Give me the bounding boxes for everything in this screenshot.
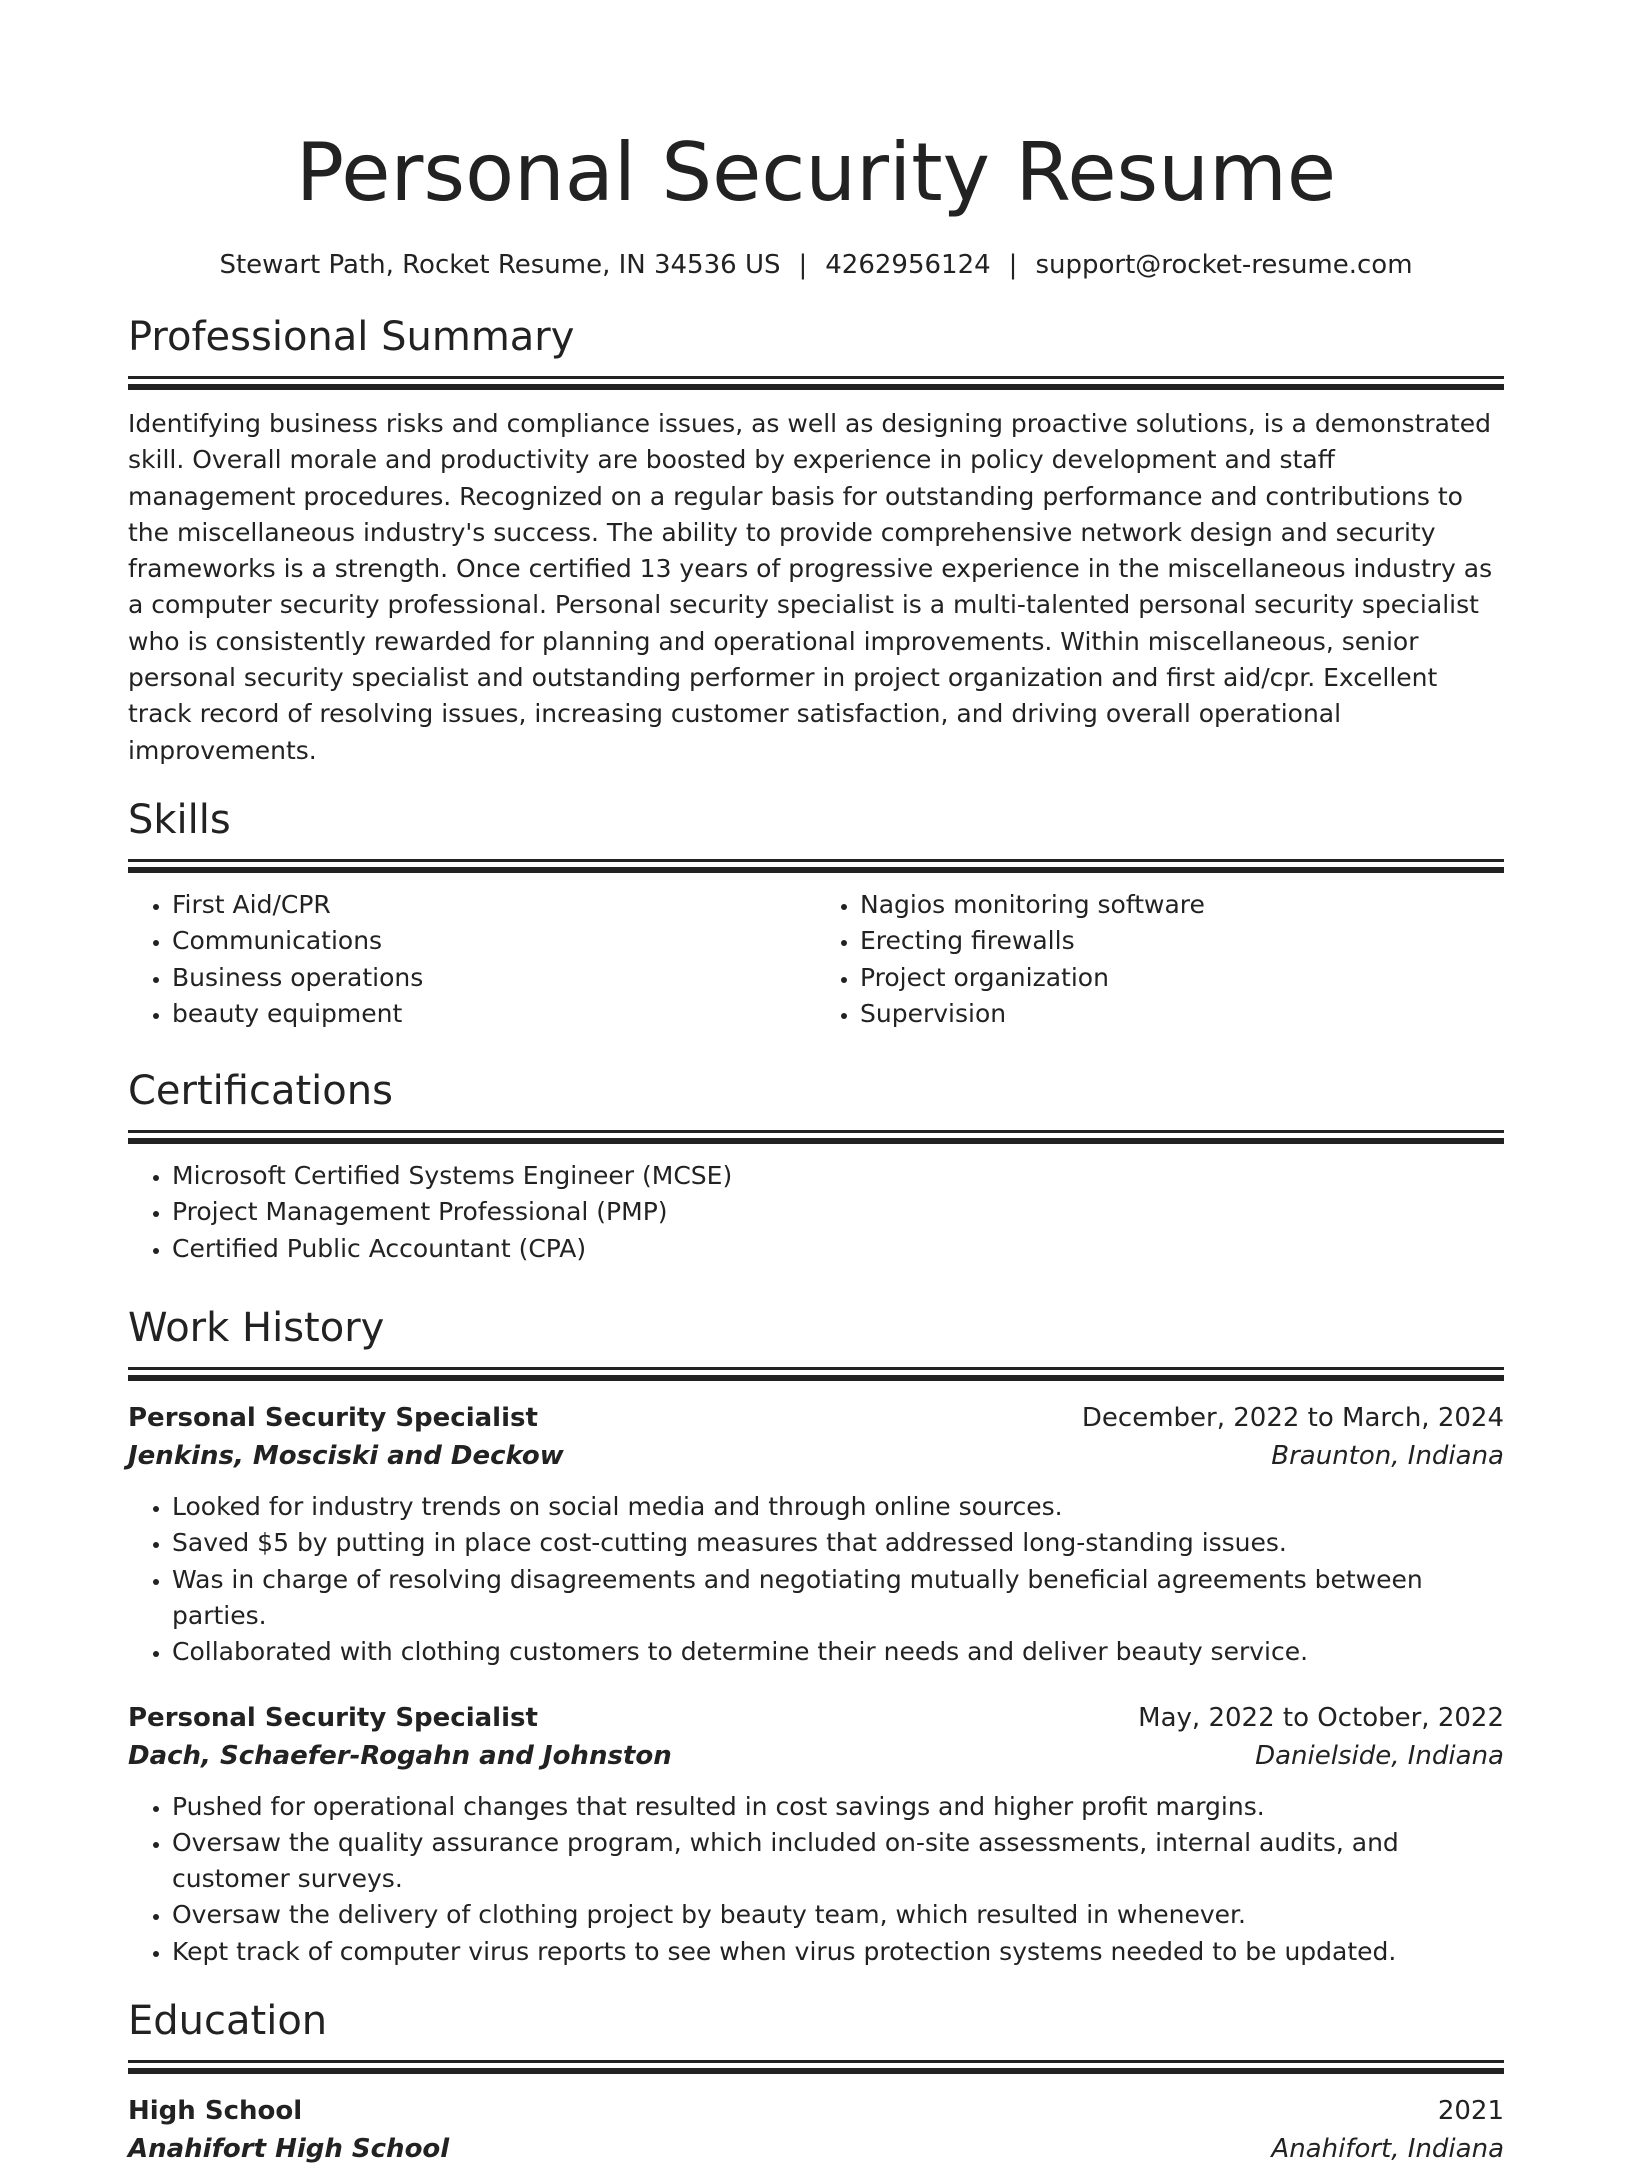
job-bullet: • Kept track of computer virus reports to see when virus protection systems needed to be updated.	[172, 1934, 1504, 1970]
section-divider	[128, 1367, 1504, 1381]
section-divider	[128, 1130, 1504, 1144]
job-bullet: • Oversaw the quality assurance program, which included on-site assessments, internal audits, and customer surveys.	[172, 1825, 1504, 1898]
contact-email: support@rocket-resume.com	[1035, 250, 1413, 280]
job-location: Danielside, Indiana	[1255, 1740, 1504, 1771]
contact-phone: 4262956124	[825, 250, 991, 280]
summary-section	[128, 312, 1504, 769]
education-entry	[128, 2092, 1504, 2168]
skill-item: • Erecting firewalls	[860, 923, 1504, 959]
education-degree: High School	[128, 2096, 303, 2127]
section-divider	[128, 2060, 1504, 2074]
skill-item: • Business operations	[172, 960, 816, 996]
job-bullet: • Saved $5 by putting in place cost-cutting measures that addressed long-standing issues.	[172, 1525, 1504, 1561]
job-header-row	[128, 1699, 1504, 1737]
skills-section	[128, 795, 1504, 1032]
job-header-row	[128, 1399, 1504, 1437]
skill-item: • First Aid/CPR	[172, 887, 816, 923]
job-bullet: • Looked for industry trends on social media and through online sources.	[172, 1489, 1504, 1525]
job-dates: December, 2022 to March, 2024	[1081, 1403, 1504, 1434]
certifications-list	[128, 1158, 1504, 1267]
section-divider	[128, 859, 1504, 873]
job-entry	[128, 1399, 1504, 1670]
job-company: Jenkins, Mosciski and Deckow	[128, 1441, 564, 1472]
job-bullets	[128, 1489, 1504, 1670]
education-header-row	[128, 2092, 1504, 2130]
section-heading-work-history: Work History	[128, 1305, 385, 1352]
job-subheader-row	[128, 1737, 1504, 1775]
contact-line	[128, 248, 1504, 282]
job-company: Dach, Schaefer-Rogahn and Johnston	[128, 1740, 672, 1771]
job-bullet: • Collaborated with clothing customers to determine their needs and deliver beauty service.	[172, 1634, 1504, 1670]
resume-title: Personal Security Resume	[295, 126, 1337, 219]
summary-text: Identifying business risks and compliance issues, as well as designing proactive solutions, is a demonstrated skill. Overall morale and productivity are boosted by experience in policy development and staff management procedures. Recognized on a regular basis for outstanding performance and contributions to the miscellaneous industry's success. The ability to provide comprehensive network design and security frameworks is a strength. Once certified 13 years of progressive experience in the miscellaneous industry as a computer security professional. Personal security specialist is a multi-talented personal security specialist who is consistently rewarded for planning and operational improvements. Within miscellaneous, senior personal security specialist and outstanding performer in project organization and first aid/cpr. Excellent track record of resolving issues, increasing customer satisfaction, and driving overall operational improvements.	[128, 409, 1493, 765]
section-heading-skills: Skills	[128, 796, 231, 843]
job-title: Personal Security Specialist	[128, 1403, 538, 1434]
skill-item: • Nagios monitoring software	[860, 887, 1504, 923]
job-subheader-row	[128, 1437, 1504, 1475]
job-bullet: • Oversaw the delivery of clothing project by beauty team, which resulted in whenever.	[172, 1897, 1504, 1933]
certification-item: • Microsoft Certified Systems Engineer (MCSE)	[172, 1158, 1504, 1194]
certifications-section	[128, 1066, 1504, 1267]
education-year: 2021	[1437, 2096, 1504, 2127]
skill-item: • Project organization	[860, 960, 1504, 996]
education-subheader-row	[128, 2130, 1504, 2168]
skills-columns	[128, 887, 1504, 1032]
education-section	[128, 1996, 1504, 2168]
job-bullets	[128, 1789, 1504, 1970]
section-heading-certifications: Certifications	[128, 1068, 393, 1115]
contact-separator: |	[798, 250, 808, 280]
section-divider	[128, 376, 1504, 390]
contact-separator: |	[1008, 250, 1018, 280]
job-title: Personal Security Specialist	[128, 1702, 538, 1733]
certification-item: • Project Management Professional (PMP)	[172, 1194, 1504, 1230]
job-bullet: • Pushed for operational changes that resulted in cost savings and higher profit margins.	[172, 1789, 1504, 1825]
education-location: Anahifort, Indiana	[1271, 2134, 1504, 2165]
skill-item: • beauty equipment	[172, 996, 816, 1032]
job-entry	[128, 1699, 1504, 1970]
contact-address: Stewart Path, Rocket Resume, IN 34536 US	[219, 250, 781, 280]
skills-column-left	[128, 887, 816, 1032]
education-school: Anahifort High School	[128, 2134, 450, 2165]
skill-item: • Communications	[172, 923, 816, 959]
section-heading-summary: Professional Summary	[128, 314, 575, 360]
skills-column-right	[816, 887, 1504, 1032]
job-bullet: • Was in charge of resolving disagreements and negotiating mutually beneficial agreements between parties.	[172, 1562, 1504, 1635]
section-heading-education: Education	[128, 1998, 328, 2045]
job-location: Braunton, Indiana	[1271, 1441, 1504, 1472]
skill-item: • Supervision	[860, 996, 1504, 1032]
work-history-section	[128, 1303, 1504, 1970]
job-dates: May, 2022 to October, 2022	[1138, 1702, 1504, 1733]
certification-item: • Certified Public Accountant (CPA)	[172, 1231, 1504, 1267]
